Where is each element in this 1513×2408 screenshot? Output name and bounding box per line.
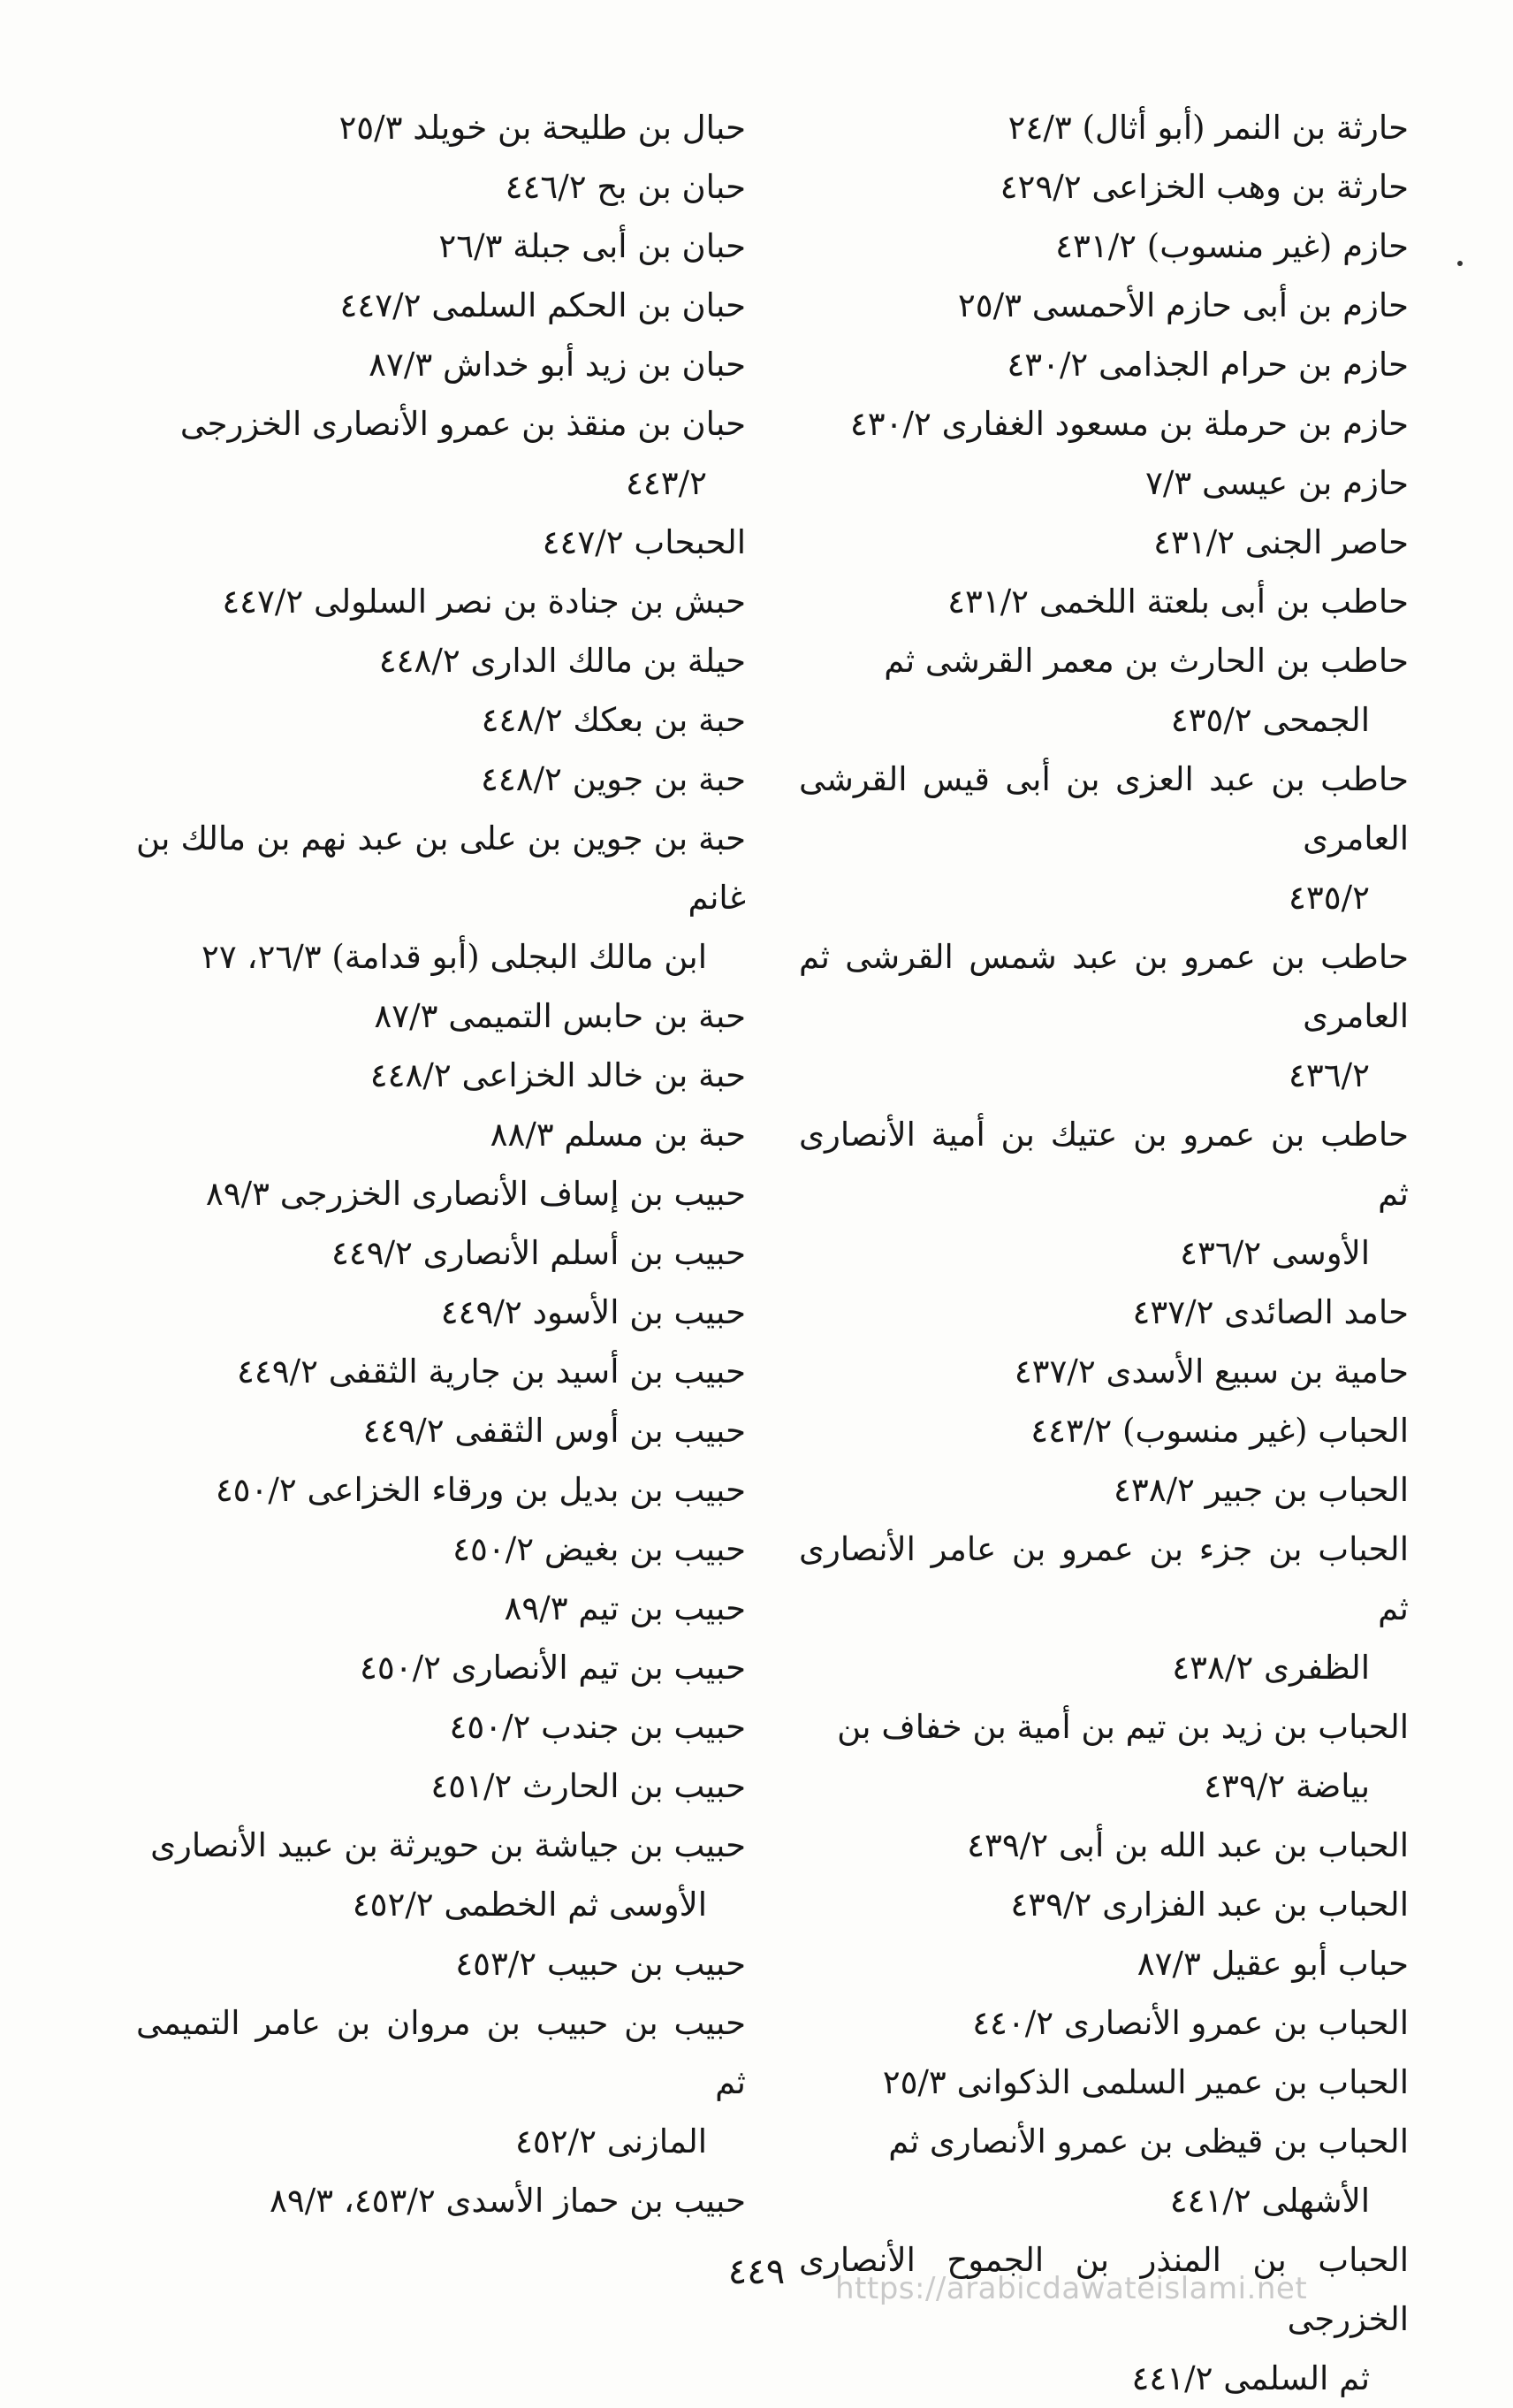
index-entry (799, 1105, 1409, 1283)
index-entry (136, 987, 746, 1046)
entry-text: حبيب بن حبيب ٤٥٣/٢ (455, 1945, 746, 1983)
index-entry (799, 394, 1409, 453)
entry-continuation: ثم السلمى ٤٤١/٢ (1131, 2359, 1370, 2397)
entry-text: الحباب بن المنذر بن الجموح الأنصارى الخزرجى (799, 2241, 1409, 2338)
entry-text: الحباب بن جزء بن عمرو بن عامر الأنصارى ثم (799, 1530, 1409, 1627)
entry-text: الحباب بن عبد الفزارى ٤٣٩/٢ (1010, 1886, 1409, 1924)
index-entry (799, 572, 1409, 631)
index-entry (136, 217, 746, 276)
index-entry (799, 1520, 1409, 1697)
entry-continuation: ابن مالك البجلى (أبو قدامة) ٢٦/٣، ٢٧ (201, 938, 707, 976)
index-entry (136, 98, 746, 157)
index-entry (799, 1816, 1409, 1875)
entry-text: حازم بن حرام الجذامى ٤٣٠/٢ (1007, 346, 1409, 384)
index-entry (136, 1283, 746, 1342)
index-entry (136, 1993, 746, 2171)
entry-text: الحباب بن قيظى بن عمرو الأنصارى ثم (888, 2122, 1409, 2160)
entry-text: حبيب بن أسلم الأنصارى ٤٤٩/٢ (331, 1234, 746, 1272)
entry-text: الحبحاب ٤٤٧/٢ (542, 523, 746, 561)
entry-text: حبيب بن جندب ٤٥٠/٢ (449, 1708, 746, 1746)
scan-speck (1457, 261, 1463, 266)
entry-text: الحباب بن عبد الله بن أبى ٤٣٩/٢ (967, 1826, 1409, 1864)
index-entry (799, 1993, 1409, 2053)
index-entry (799, 1401, 1409, 1460)
index-entry (136, 572, 746, 631)
entry-text: حبيب بن حماز الأسدى ٤٥٣/٢، ٨٩/٣ (270, 2182, 746, 2220)
entry-text: حبيب بن الحارث ٤٥١/٢ (430, 1767, 746, 1805)
entry-continuation: الأوسى ٤٣٦/٢ (1180, 1234, 1370, 1272)
entry-text: حبش بن جنادة بن نصر السلولى ٤٤٧/٢ (222, 583, 746, 621)
entry-text: حارثة بن النمر (أبو أثال) ٢٤/٣ (1007, 109, 1409, 147)
index-entry (799, 2053, 1409, 2112)
entry-continuation: ٤٣٥/٢ (1289, 879, 1370, 917)
index-column-left (136, 98, 746, 2230)
index-entry (136, 1105, 746, 1164)
entry-text: حازم بن أبى حازم الأحمسى ٢٥/٣ (957, 286, 1409, 324)
entry-text: الحباب بن جبير ٤٣٨/٢ (1113, 1471, 1409, 1509)
entry-continuation: الأشهلى ٤٤١/٢ (1169, 2182, 1370, 2220)
entry-continuation: الظفرى ٤٣٨/٢ (1172, 1649, 1370, 1687)
entry-text: حبيب بن الأسود ٤٤٩/٢ (440, 1293, 746, 1331)
index-entry (136, 690, 746, 750)
index-entry (136, 1934, 746, 1993)
index-entry (136, 1638, 746, 1697)
entry-text: الحباب بن عمير السلمى الذكوانى ٢٥/٣ (882, 2063, 1409, 2101)
index-entry (136, 1697, 746, 1756)
entry-text: الحباب بن عمرو الأنصارى ٤٤٠/٢ (972, 2004, 1409, 2042)
entry-continuation: الأوسى ثم الخطمى ٤٥٢/٢ (352, 1886, 707, 1924)
entry-text: حاطب بن أبى بلعتة اللخمى ٤٣١/٢ (947, 583, 1409, 621)
entry-text: حبة بن بعكك ٤٤٨/٢ (481, 701, 746, 739)
entry-text: حبان بن منقذ بن عمرو الأنصارى الخزرجى (179, 405, 746, 443)
index-entry (136, 276, 746, 335)
index-entry (136, 1579, 746, 1638)
index-entry (799, 1460, 1409, 1520)
index-entry (799, 1697, 1409, 1816)
entry-continuation: بياضة ٤٣٩/٢ (1204, 1767, 1370, 1805)
index-entry (799, 1875, 1409, 1934)
index-entry (799, 98, 1409, 157)
index-entry (136, 809, 746, 987)
entry-continuation: ٤٤٣/٢ (626, 464, 707, 502)
entry-text: الحباب (غير منسوب) ٤٤٣/٢ (1030, 1412, 1409, 1450)
index-entry (799, 453, 1409, 513)
index-entry (799, 2112, 1409, 2230)
entry-text: حبان بن الحكم السلمى ٤٤٧/٢ (339, 286, 746, 324)
entry-text: حبال بن طليحة بن خويلد ٢٥/٣ (338, 109, 746, 147)
entry-text: حبيب بن حبيب بن مروان بن عامر التميمى ثم (136, 2004, 746, 2101)
entry-continuation: المازنى ٤٥٢/٢ (515, 2122, 707, 2160)
index-entry (799, 276, 1409, 335)
entry-text: حاطب بن عبد العزى بن أبى قيس القرشى العامرى (799, 760, 1409, 857)
index-entry (136, 1342, 746, 1401)
index-entry (799, 750, 1409, 927)
entry-text: حبة بن مسلم ٨٨/٣ (490, 1116, 746, 1154)
index-column-right (799, 98, 1409, 2408)
index-entry (136, 1164, 746, 1223)
entry-continuation: ٤٣٦/٢ (1289, 1056, 1370, 1094)
entry-text: حامية بن سبيع الأسدى ٤٣٧/٢ (1014, 1353, 1409, 1391)
index-entry (799, 1934, 1409, 1993)
entry-text: حبيب بن تيم ٨٩/٣ (504, 1589, 746, 1627)
entry-text: حباب أبو عقيل ٨٧/٣ (1137, 1945, 1409, 1983)
index-entry (799, 157, 1409, 217)
entry-continuation: الجمحى ٤٣٥/٢ (1170, 701, 1370, 739)
entry-text: حبة بن خالد الخزاعى ٤٤٨/٢ (369, 1056, 746, 1094)
entry-text: حارثة بن وهب الخزاعى ٤٢٩/٢ (1000, 168, 1409, 206)
entry-text: حاطب بن الحارث بن معمر القرشى ثم (884, 642, 1409, 680)
index-entry (136, 1520, 746, 1579)
entry-text: حاطب بن عمرو بن عتيك بن أمية الأنصارى ثم (799, 1116, 1409, 1213)
watermark-url: https://arabicdawateislami.net (835, 2271, 1308, 2306)
index-entry (136, 1046, 746, 1105)
entry-text: حازم (غير منسوب) ٤٣١/٢ (1055, 227, 1409, 265)
entry-text: حبان بن أبى جبلة ٢٦/٣ (438, 227, 746, 265)
entry-text: حبيب بن أسيد بن جارية الثقفى ٤٤٩/٢ (236, 1353, 746, 1391)
index-entry (799, 631, 1409, 750)
index-entry (799, 513, 1409, 572)
index-entry (136, 394, 746, 513)
index-entry (136, 2171, 746, 2230)
entry-text: حامد الصائدى ٤٣٧/٢ (1132, 1293, 1409, 1331)
entry-text: حبة بن جوين بن على بن عبد نهم بن مالك بن غانم (136, 819, 746, 917)
entry-text: حبيب بن إساف الأنصارى الخزرجى ٨٩/٣ (205, 1175, 746, 1213)
index-entry (136, 750, 746, 809)
index-entry (136, 1223, 746, 1283)
entry-text: حبيب بن بغيض ٤٥٠/٢ (452, 1530, 746, 1568)
entry-text: حبيب بن بديل بن ورقاء الخزاعى ٤٥٠/٢ (215, 1471, 746, 1509)
index-entry (136, 157, 746, 217)
index-entry (136, 1401, 746, 1460)
entry-text: حبان بن زيد أبو خداش ٨٧/٣ (369, 346, 746, 384)
index-entry (136, 513, 746, 572)
entry-text: حبة بن حابس التميمى ٨٧/٣ (374, 997, 746, 1035)
entry-text: حبيب بن جياشة بن حويرثة بن عبيد الأنصارى (150, 1826, 746, 1864)
entry-text: حبيب بن تيم الأنصارى ٤٥٠/٢ (360, 1649, 746, 1687)
entry-text: حيلة بن مالك الدارى ٤٤٨/٢ (378, 642, 746, 680)
entry-text: حازم بن حرملة بن مسعود الغفارى ٤٣٠/٢ (849, 405, 1409, 443)
index-entry (136, 1460, 746, 1520)
index-entry (136, 1816, 746, 1934)
index-entry (799, 335, 1409, 394)
entry-text: حاطب بن عمرو بن عبد شمس القرشى ثم العامرى (799, 938, 1409, 1035)
index-entry (799, 217, 1409, 276)
entry-text: حاصر الجنى ٤٣١/٢ (1153, 523, 1409, 561)
index-entry (136, 335, 746, 394)
index-entry (799, 1283, 1409, 1342)
entry-text: حبان بن بح ٤٤٦/٢ (505, 168, 746, 206)
index-entry (799, 927, 1409, 1105)
index-entry (136, 631, 746, 690)
entry-text: حبيب بن أوس الثقفى ٤٤٩/٢ (362, 1412, 746, 1450)
index-entry (799, 1342, 1409, 1401)
entry-text: الحباب بن زيد بن تيم بن أمية بن خفاف بن (837, 1708, 1409, 1746)
entry-text: حازم بن عيسى ٧/٣ (1145, 464, 1409, 502)
page-number: ٤٤٩ (727, 2252, 786, 2292)
entry-text: حبة بن جوين ٤٤٨/٢ (480, 760, 746, 798)
index-entry (136, 1756, 746, 1816)
